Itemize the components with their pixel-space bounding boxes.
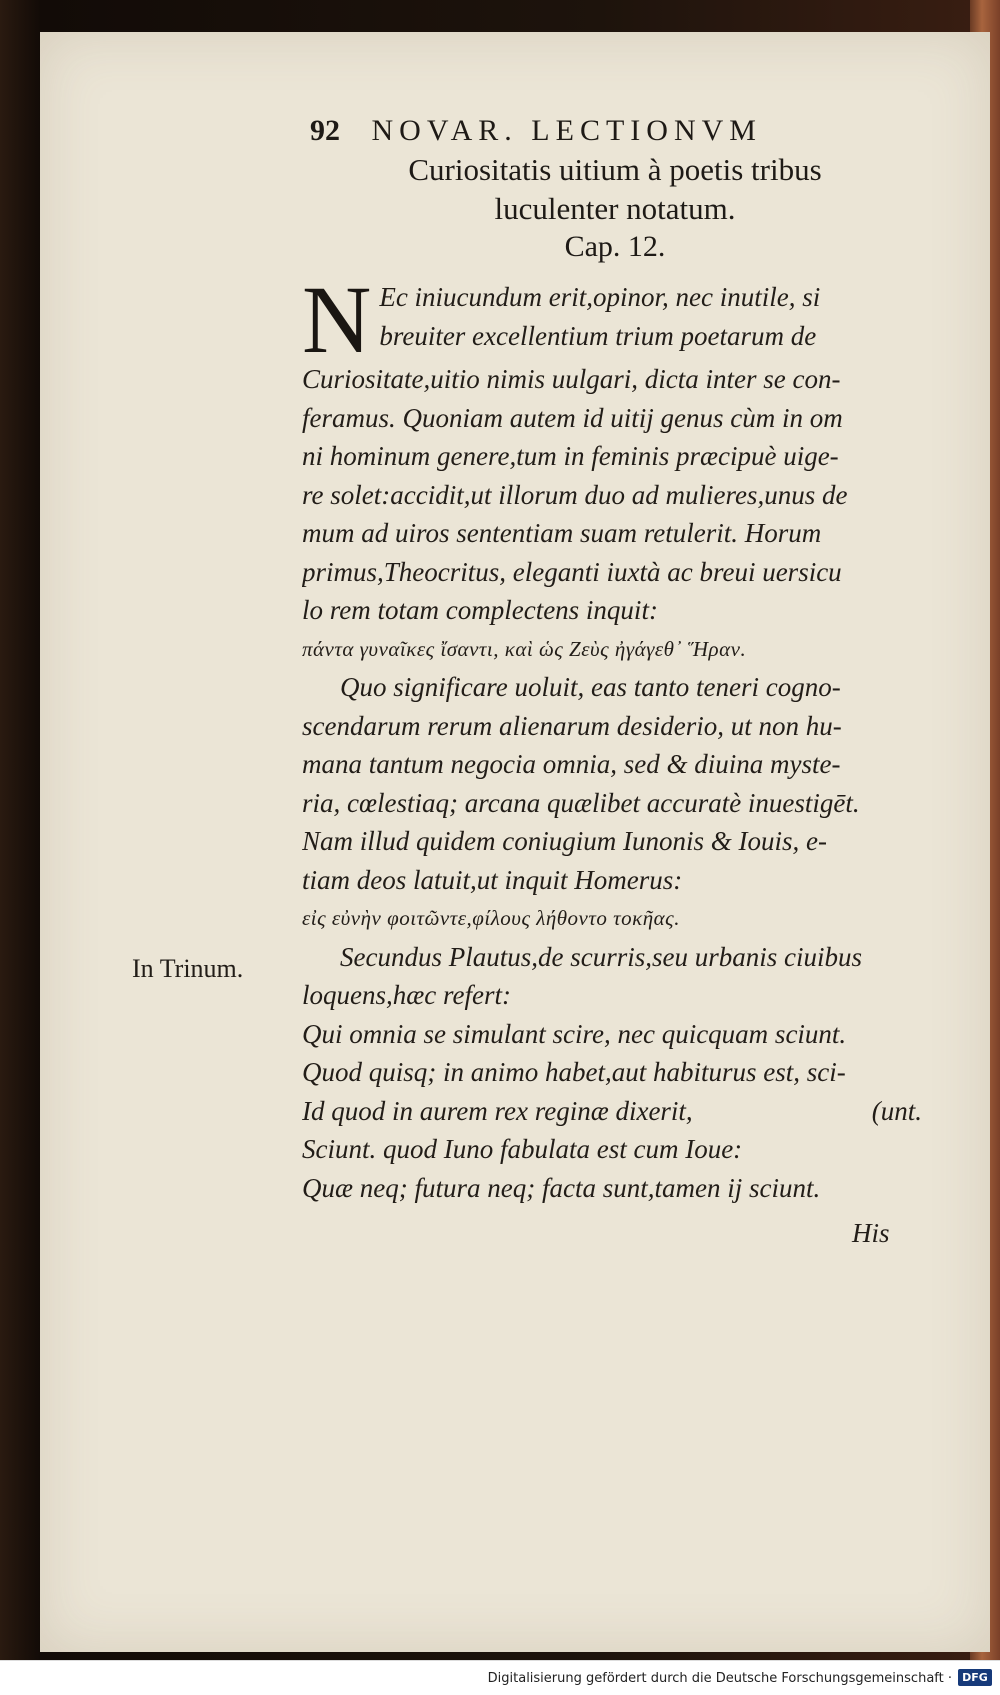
text-line: breuiter excellentium trium poetarum de <box>379 320 817 351</box>
book-page <box>40 32 990 1652</box>
body-text <box>302 266 922 1207</box>
running-head-title: NOVAR. LECTIONVM <box>371 114 762 147</box>
text-line: Curiositate,uitio nimis uulgari, dicta inter se con- <box>302 364 841 394</box>
text-line: Ec iniucundum erit,opinor, nec inutile, si <box>379 282 821 312</box>
text-line: mana tantum negocia omnia, sed & diuina myste- <box>302 749 841 779</box>
text-line: tiam deos latuit,ut inquit Homerus: <box>302 864 683 895</box>
turnover-text: (unt. <box>871 1095 922 1126</box>
text-line: re solet:accidit,ut illorum duo ad mulieres,unus de <box>302 479 848 510</box>
text-line: scendarum rerum alienarum desiderio, ut non hu- <box>302 710 842 741</box>
verse-line: Qui omnia se simulant scire, nec quicquam sciunt. <box>302 1018 847 1049</box>
text-line: ni hominum genere,tum in feminis præcipuè uige- <box>302 441 839 471</box>
dfg-logo-icon: DFG <box>958 1669 992 1686</box>
verse-line: Quod quisq; in animo habet,aut habiturus est, sci- <box>302 1057 846 1087</box>
folio-number: 92 <box>310 114 340 147</box>
verse-text: Id quod in aurem rex reginæ dixerit, <box>302 1095 693 1126</box>
text-line: lo rem totam complectens inquit: <box>302 595 658 625</box>
greek-quotation: πάντα γυναῖκες ἴσαντι, καὶ ὡς Ζεὺς ἠγάγεθ᾽ Ἥραν. <box>302 636 747 661</box>
text-line: Quo significare uoluit, eas tanto teneri cogno- <box>340 672 841 702</box>
footer-credit: Digitalisierung gefördert durch die Deutsche Forschungsgemeinschaft · <box>487 1671 952 1686</box>
text-line: primus,Theocritus, eleganti iuxtà ac breui uersicu <box>302 556 842 587</box>
title-line: luculenter notatum. <box>494 190 736 226</box>
verse-line: Sciunt. quod Iuno fabulata est cum Ioue: <box>302 1134 743 1164</box>
greek-quotation: εἰς εὐνὴν φοιτῶντε,φίλους λήθοντο τοκῆας. <box>302 906 680 930</box>
catchword: His <box>852 1218 890 1248</box>
text-line: feramus. Quoniam autem id uitij genus cùm in om <box>302 402 843 433</box>
text-line: Secundus Plautus,de scurris,seu urbanis ciuibus <box>340 941 862 972</box>
chapter-number: Cap. 12. <box>564 230 666 263</box>
chapter-title <box>310 150 920 227</box>
title-line: Curiositatis uitium à poetis tribus <box>408 152 822 187</box>
drop-cap: N <box>302 266 372 373</box>
text-line: loquens,hæc refert: <box>302 980 511 1010</box>
verse-line <box>302 1092 922 1131</box>
verse-line: Quæ neq; futura neq; facta sunt,tamen ij sciunt. <box>302 1172 821 1203</box>
digitization-footer <box>0 1660 1000 1695</box>
text-line: ria, cœlestiaq; arcana quælibet accuratè inuestigēt. <box>302 787 860 818</box>
text-line: mum ad uiros sententiam suam retulerit. Horum <box>302 518 822 548</box>
page-content <box>40 32 990 1652</box>
margin-note: In Trinum. <box>132 954 244 983</box>
running-head <box>310 114 910 148</box>
text-line: Nam illud quidem coniugium Iunonis & Iouis, e- <box>302 826 827 856</box>
